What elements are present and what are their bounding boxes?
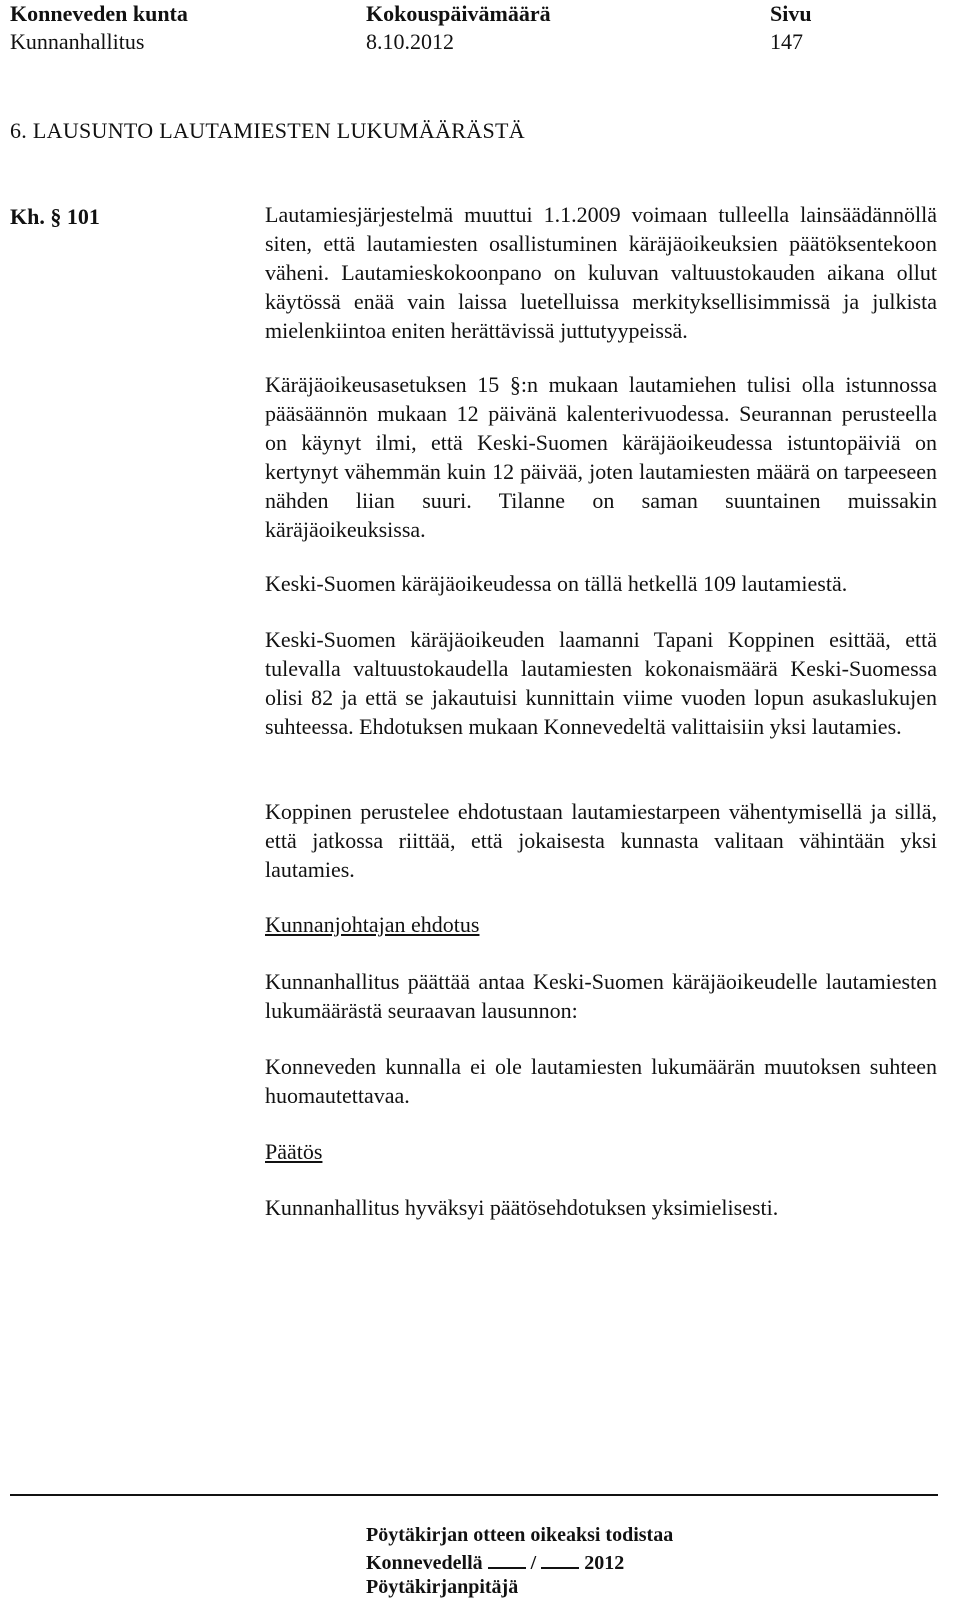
certification-line: Pöytäkirjan otteen oikeaksi todistaa bbox=[366, 1524, 674, 1546]
proposal-2-block bbox=[265, 1052, 937, 1110]
footer-divider bbox=[10, 1494, 938, 1496]
page-label: Sivu bbox=[770, 1, 812, 26]
paragraph-2: Käräjäoikeusasetuksen 15 §:n mukaan lautamiehen tulisi olla istunnossa pääsäännön mukaan 12 päivänä kalenterivuodessa. Seurannan perusteella on käynyt ilmi, että Keski-Suomen käräjäoikeudessa istuntopäiviä on kertynyt vähemmän kuin 12 päivää, joten lautamiesten määrä on tarpeeseen nähden liian suuri. Tilanne on saman suuntainen muissakin käräjäoikeuksissa. bbox=[265, 372, 937, 542]
proposal-text-1: Kunnanhallitus päättää antaa Keski-Suomen käräjäoikeudelle lautamiesten lukumäärästä seuraavan lausunnon: bbox=[265, 969, 937, 1023]
month-blank bbox=[541, 1549, 579, 1569]
minutes-keeper-label: Pöytäkirjanpitäjä bbox=[366, 1576, 519, 1598]
paragraph-1: Lautamiesjärjestelmä muuttui 1.1.2009 voimaan tulleella lainsäädännöllä siten, että lautamiesten osallistuminen käräjäoikeuksien päätöksentekoon väheni. Lautamieskokoonpano on kuluvan valtuustokauden aikana ollut käytössä enää vain laissa luetelluissa merkityksellisimmissä ja julkista mielenkiintoa eniten herättävissä juttutyypeissä. bbox=[265, 202, 937, 343]
paragraph-2-block bbox=[265, 370, 937, 544]
paragraph-5-block bbox=[265, 797, 937, 884]
decision-block bbox=[265, 1193, 937, 1222]
certification-year: 2012 bbox=[584, 1552, 625, 1574]
section-title: 6. LAUSUNTO LAUTAMIESTEN LUKUMÄÄRÄSTÄ bbox=[10, 118, 525, 143]
paragraph-3-block bbox=[265, 569, 937, 598]
place-name: Konnevedellä bbox=[366, 1552, 483, 1574]
decision-text: Kunnanhallitus hyväksyi päätösehdotuksen yksimielisesti. bbox=[265, 1195, 779, 1220]
certification-place-date bbox=[366, 1549, 624, 1575]
proposal-1-block bbox=[265, 967, 937, 1025]
municipality-name: Konneveden kunta bbox=[10, 1, 188, 26]
date-label: Kokouspäivämäärä bbox=[366, 1, 551, 26]
decision-heading-block bbox=[265, 1137, 937, 1166]
meeting-date: 8.10.2012 bbox=[366, 29, 454, 54]
paragraph-4: Keski-Suomen käräjäoikeuden laamanni Tapani Koppinen esittää, että tulevalla valtuustokaudella lautamiesten kokonaismäärä Keski-Suomessa olisi 82 ja että se jakautuisi kunnittain viime vuoden lopun asukaslukujen suhteessa. Ehdotuksen mukaan Konnevedeltä valittaisiin yksi lautamies. bbox=[265, 627, 937, 739]
item-reference: Kh. § 101 bbox=[10, 204, 100, 229]
body-name: Kunnanhallitus bbox=[10, 29, 145, 54]
proposal-text-2: Konneveden kunnalla ei ole lautamiesten lukumäärän muutoksen suhteen huomautettavaa. bbox=[265, 1054, 937, 1108]
paragraph-4-block bbox=[265, 625, 937, 741]
paragraph-5: Koppinen perustelee ehdotustaan lautamiestarpeen vähentymisellä ja sillä, että jatkossa riittää, että jokaisesta kunnasta valitaan vähintään yksi lautamies. bbox=[265, 799, 937, 882]
date-separator: / bbox=[530, 1552, 537, 1574]
paragraph-1-block bbox=[265, 200, 937, 345]
paragraph-3: Keski-Suomen käräjäoikeudessa on tällä hetkellä 109 lautamiestä. bbox=[265, 571, 848, 596]
page-number: 147 bbox=[770, 29, 803, 54]
decision-heading: Päätös bbox=[265, 1139, 323, 1164]
day-blank bbox=[488, 1549, 526, 1569]
proposal-heading: Kunnanjohtajan ehdotus bbox=[265, 912, 480, 937]
proposal-heading-block bbox=[265, 910, 937, 939]
